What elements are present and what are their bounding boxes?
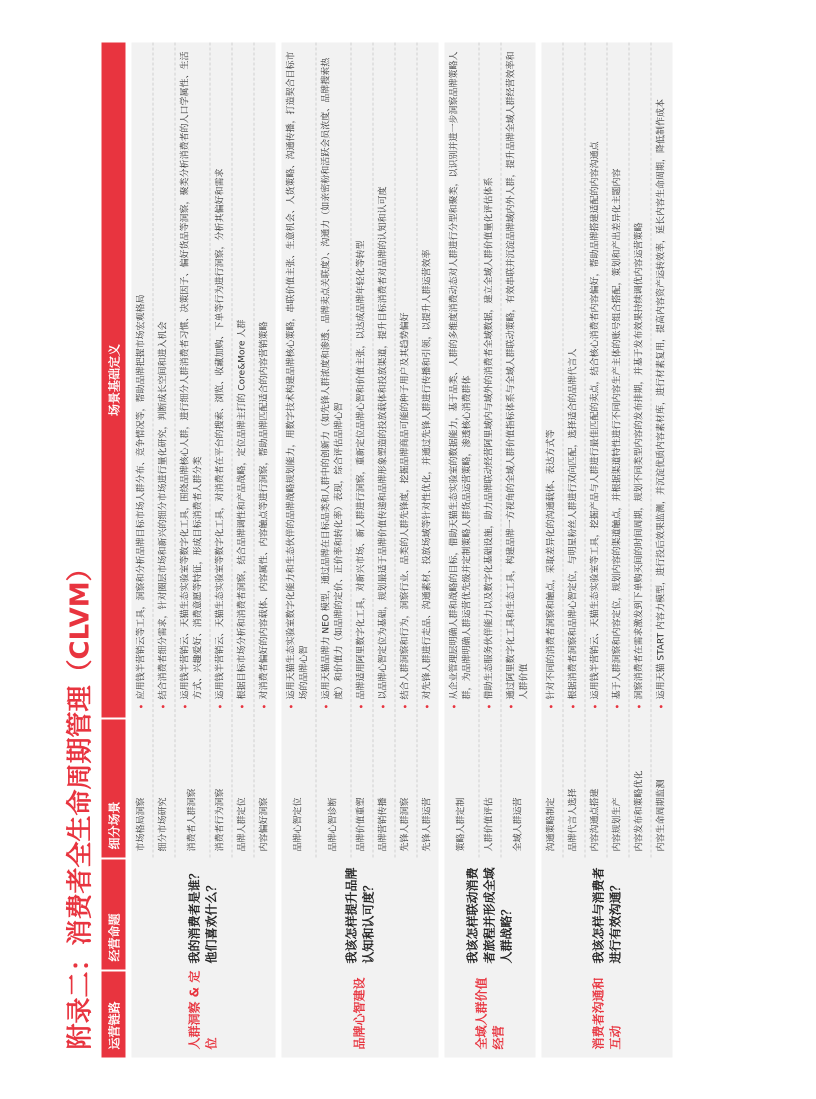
table-body — [131, 42, 672, 1057]
table-group — [131, 42, 275, 1057]
definition-cell: • 根据消费者洞察和品牌心智定位，与明星粉丝人群进行双向匹配，选择适合的品牌代言人 — [563, 42, 584, 717]
definition-cell: • 运用钱半营销云、天猫生态实验室等数字化工具，围绕品牌核心人群，进行细分人群消费者习惯、决策因子、偏好货品等洞察，聚类分析消费者的人口学属性、生活方式、兴趣爱好、消费意愿等特征，形成目标消费者人群分类 — [175, 42, 209, 717]
scene-cell: 人群价值评估 — [484, 796, 494, 851]
table-row — [372, 42, 394, 857]
table-header — [101, 42, 125, 1057]
scene-cell: 内容沟通点搭建 — [590, 787, 600, 851]
definition-cell: • 借助生态服务伙伴能力以及数字化基础设施，助力品牌联动经营阿里域内与域外的消费者全域数据，建立全域人群价值量化评估体系 — [479, 42, 500, 717]
chain-label: 全域人群价值经营 — [473, 976, 505, 1049]
scene-cell: 内容规划生产 — [612, 796, 622, 851]
question-label: 我该怎样联动消费者旅程并形成全域人群战略？ — [465, 866, 513, 963]
header-definition: 场景基础定义 — [106, 343, 121, 416]
scene-cell: 品牌营销传播 — [378, 796, 388, 851]
table-row — [541, 42, 562, 857]
definition-cell: • 运用钱半营销云、天猫生态实验室等数字化工具，对消费者在平台的搜索、浏览、收藏加购、下单等行为进行洞察，分析其偏好和需求 — [210, 42, 231, 717]
table-row — [500, 42, 535, 857]
definition-cell: • 品牌适用阿里数字化工具，对新兴市场、新人群进行洞察，重新定位品牌心智和价值主张，以达成品牌年轻化等转型 — [351, 42, 372, 717]
definition-cell: • 运用钱半营销云、天猫生态实验室等工具，挖掘产品与人群进行最佳匹配的卖点，结合核心消费者内容偏好，帮助品牌搭建适配的内容沟通点 — [585, 42, 606, 717]
scene-cell: 市场格局洞察 — [136, 796, 146, 851]
group-rows — [131, 42, 275, 857]
table-row — [584, 42, 606, 857]
table-row — [281, 42, 315, 857]
table-row — [231, 42, 253, 857]
header-question: 经营命题 — [101, 857, 125, 969]
table-group — [541, 42, 672, 1057]
group-rows — [541, 42, 672, 857]
definition-cell: • 运用天猫品牌力 NEO 模型，通过品牌在目标品类和人群中的创新力（如先锋人群浓度和渗透、品牌卖点关联度）、沟通力（如亲密粉和活跃会员浓度、品牌搜索热度）和价值力（如品牌的定价、正价率和转化率）表现，综合评估品牌心智 — [316, 42, 350, 717]
question-label: 我该怎样与消费者进行有效沟通？ — [590, 866, 622, 963]
scene-cell: 品牌代言人选择 — [568, 787, 578, 851]
scene-cell: 策略人群定制 — [455, 796, 466, 851]
question-label: 我该怎样提升品牌认知和认可度？ — [343, 866, 375, 963]
definition-cell: • 结合人群洞察和行为，洞察行业、品类的人群先锋度，挖掘品牌商品可能的种子用户及其趋势偏好 — [395, 42, 416, 717]
scene-cell: 内容偏好洞察 — [259, 796, 269, 851]
group-rows — [444, 42, 535, 857]
definition-cell: • 运用天猫生态实验室数字化能力和生态伙伴的品牌战略规划能力，用数字技术构建品牌核心策略，串联价值主张、生意机会、人货策略、沟通传播，打造契合目标市场的品牌心智 — [281, 42, 315, 717]
table-row — [650, 42, 672, 857]
table-row — [394, 42, 416, 857]
definition-cell: • 从企业管理层明确人群和战略的目标，借助天猫生态实验室的数据能力，基于品类、人群的多维度消费动态对人群进行分型和聚类，以识别并进一步洞察品牌策略人群，为品牌明确人群运营优先级并定制策略人群货品运营策略，渗透核心消费群体 — [444, 42, 478, 717]
scene-cell: 内容生命周期监测 — [656, 778, 666, 851]
definition-cell: • 针对不同的消费者洞察和触点，采取差异化的沟通载体、表达方式等 — [541, 42, 562, 717]
table-row — [562, 42, 584, 857]
scene-cell: 沟通策略制定 — [546, 796, 556, 851]
table-row — [253, 42, 275, 857]
definition-cell: • 运用天猫 START 内容力模型，进行投后效果监测，并沉淀优质内容素材库，进行材素复用，提高内容资产运转效率，延长内容生命周期，降低制作成本 — [651, 42, 672, 717]
table-row — [209, 42, 231, 857]
definition-cell: • 对消费者偏好的内容载体、内容属性、内容触点等进行洞察，帮助品牌匹配适合的内容营销策略 — [254, 42, 275, 717]
rotated-page — [63, 42, 753, 1057]
chain-label: 品牌心智建设 — [352, 976, 366, 1049]
table-row — [174, 42, 209, 857]
scene-cell: 先锋人群运营 — [422, 796, 432, 851]
definition-cell: • 通过阿里数字化工具和生态工具，构建品牌一方视角的全域人群价值指标体系与全域人群联动策略，有效串联并沉淀品牌域内外人群，提升品牌全域人群经营效率和人群价值 — [501, 42, 535, 717]
table-group — [281, 42, 438, 1057]
scene-cell: 品牌心智定位 — [292, 796, 303, 851]
definition-cell: • 对先锋人群进行走品、沟通素材、投放场域等针对性优化，并通过先锋人群进行传播和引领，以提升人群运营效率 — [417, 42, 438, 717]
table-group — [444, 42, 535, 1057]
table-row — [315, 42, 350, 857]
scene-cell: 品牌心智诊断 — [327, 796, 338, 851]
table-row — [131, 42, 152, 857]
scene-cell: 细分市场研究 — [158, 796, 168, 851]
definition-cell: • 根据目标市场分析和消费者洞察，结合品牌调性和产品战略，定位品牌主打的 Core&More 人群 — [232, 42, 253, 717]
scene-cell: 品牌价值重塑 — [356, 796, 366, 851]
definition-cell: • 结合消费者细分需求，针对圈层市场和新兴的细分市场进行量化研究，判断成长空间和进入机会 — [153, 42, 174, 717]
table-row — [478, 42, 500, 857]
scene-cell: 消费者行为洞察 — [215, 787, 225, 851]
table-row — [628, 42, 650, 857]
definition-cell: • 洞察消费者在需求激发到下单购买间的时间周期，规划不同类型内容的发布排期，并基于发布效果持续调优内容运营策略 — [629, 42, 650, 717]
table-row — [416, 42, 438, 857]
table-row — [350, 42, 372, 857]
group-rows — [281, 42, 438, 857]
table-row — [606, 42, 628, 857]
scene-cell: 消费者人群洞察 — [186, 787, 197, 851]
page-title: 附录二：消费者全生命周期管理（CLVM） — [65, 554, 95, 1049]
table-row — [152, 42, 174, 857]
table-row — [444, 42, 478, 857]
question-label: 我的消费者是谁？他们喜欢什么？ — [187, 866, 218, 963]
clvm-table — [101, 42, 672, 1057]
definition-cell: • 基于人群洞察和内容定位，规划内容的渠道触点，并根据渠道特性进行不同内容生产主体的账号组合搭配，策划和产出差异化主题内容 — [607, 42, 628, 717]
scene-cell: 先锋人群洞察 — [400, 796, 410, 851]
header-chain: 运营链路 — [101, 969, 125, 1057]
scene-cell: 内容发布和策略优化 — [634, 769, 644, 851]
scene-cell: 品牌人群定位 — [237, 796, 247, 851]
header-scene: 细分场景 — [101, 717, 125, 857]
chain-label: 消费者沟通和互动 — [590, 976, 622, 1049]
chain-label: 人群洞察 & 定位 — [187, 970, 218, 1049]
definition-cell: • 应用钱半营销云等工具，洞察和分析品牌目标市场人群分布、竞争情况等，帮助品牌把握市场宏观格局 — [131, 42, 152, 717]
scene-cell: 全域人群运营 — [512, 796, 523, 851]
definition-cell: • 以品牌心智定位为基础，规划最适于品牌价值传递和品牌形象塑造的投放载体和投放渠道，提升目标消费者对品牌的认知和认可度 — [373, 42, 394, 717]
